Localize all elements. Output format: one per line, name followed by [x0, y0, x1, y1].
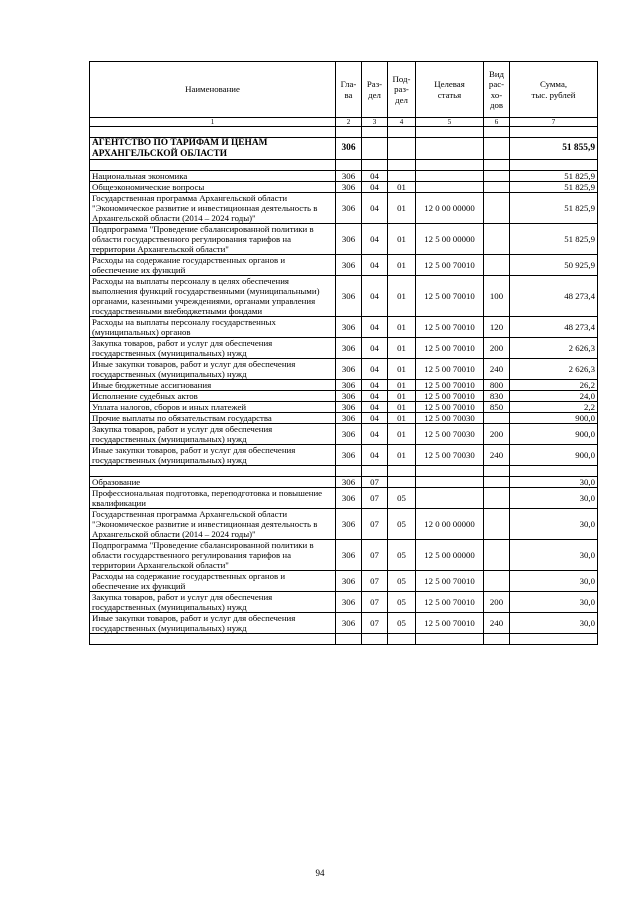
cell-name: Закупка товаров, работ и услуг для обеспечения государственных (муниципальных) нужд — [90, 592, 336, 613]
cell-ch: 306 — [336, 138, 362, 160]
cell-vr: 240 — [484, 445, 510, 466]
table-row — [90, 613, 598, 634]
cell-sum: 24,0 — [510, 391, 598, 402]
cell-ch: 306 — [336, 276, 362, 317]
column-number: 7 — [510, 118, 598, 127]
cell-ch: 306 — [336, 424, 362, 445]
empty-cell — [510, 466, 598, 477]
empty-cell — [90, 127, 336, 138]
cell-ch: 306 — [336, 592, 362, 613]
cell-ch: 306 — [336, 193, 362, 224]
table-body — [90, 127, 598, 645]
cell-pr — [388, 171, 416, 182]
empty-cell — [416, 634, 484, 645]
cell-ch: 306 — [336, 317, 362, 338]
cell-pr: 01 — [388, 402, 416, 413]
cell-name: Расходы на содержание государственных органов и обеспечение их функций — [90, 571, 336, 592]
cell-ch: 306 — [336, 359, 362, 380]
table-row — [90, 338, 598, 359]
cell-sum: 51 825,9 — [510, 193, 598, 224]
table-row — [90, 138, 598, 160]
cell-name: Государственная программа Архангельской области "Экономическое развитие и инвестиционная деятельность в Архангельской области (2014 – 2024 годы)" — [90, 509, 336, 540]
cell-name: Иные бюджетные ассигнования — [90, 380, 336, 391]
cell-tg: 12 5 00 70010 — [416, 592, 484, 613]
cell-tg: 12 5 00 70010 — [416, 317, 484, 338]
cell-pr: 01 — [388, 380, 416, 391]
cell-ch: 306 — [336, 380, 362, 391]
cell-ch: 306 — [336, 224, 362, 255]
cell-tg — [416, 477, 484, 488]
cell-tg: 12 5 00 70030 — [416, 445, 484, 466]
cell-name: Государственная программа Архангельской области "Экономическое развитие и инвестиционная деятельность в Архангельской области (2014 – 2024 годы)" — [90, 193, 336, 224]
cell-sum: 30,0 — [510, 488, 598, 509]
cell-tg: 12 5 00 70010 — [416, 380, 484, 391]
cell-sum: 51 825,9 — [510, 224, 598, 255]
cell-vr: 200 — [484, 338, 510, 359]
cell-sum: 48 273,4 — [510, 317, 598, 338]
cell-name: Образование — [90, 477, 336, 488]
cell-sum: 30,0 — [510, 592, 598, 613]
cell-name: Расходы на содержание государственных органов и обеспечение их функций — [90, 255, 336, 276]
column-number: 3 — [362, 118, 388, 127]
empty-cell — [388, 466, 416, 477]
cell-sum: 51 855,9 — [510, 138, 598, 160]
cell-vr — [484, 540, 510, 571]
cell-rz: 07 — [362, 592, 388, 613]
cell-name: Закупка товаров, работ и услуг для обеспечения государственных (муниципальных) нужд — [90, 338, 336, 359]
cell-sum: 26,2 — [510, 380, 598, 391]
cell-pr — [388, 477, 416, 488]
cell-vr — [484, 255, 510, 276]
cell-rz: 04 — [362, 424, 388, 445]
table-row — [90, 424, 598, 445]
table-row — [90, 171, 598, 182]
blank-row — [90, 466, 598, 477]
cell-vr — [484, 477, 510, 488]
cell-vr — [484, 171, 510, 182]
table-row — [90, 193, 598, 224]
cell-pr: 01 — [388, 255, 416, 276]
empty-cell — [362, 466, 388, 477]
cell-tg: 12 5 00 00000 — [416, 540, 484, 571]
header-sum: Сумма, тыс. рублей — [510, 62, 598, 118]
cell-rz — [362, 138, 388, 160]
cell-sum: 30,0 — [510, 540, 598, 571]
empty-cell — [510, 127, 598, 138]
cell-tg: 12 5 00 70010 — [416, 571, 484, 592]
header-exp-type: Вид рас- хо- дов — [484, 62, 510, 118]
cell-sum: 2 626,3 — [510, 338, 598, 359]
table-row — [90, 509, 598, 540]
cell-name: Расходы на выплаты персоналу государственных (муниципальных) органов — [90, 317, 336, 338]
cell-rz: 04 — [362, 445, 388, 466]
cell-pr: 05 — [388, 540, 416, 571]
column-number: 4 — [388, 118, 416, 127]
cell-pr: 01 — [388, 182, 416, 193]
column-number: 2 — [336, 118, 362, 127]
empty-cell — [388, 634, 416, 645]
cell-rz: 04 — [362, 276, 388, 317]
cell-vr: 800 — [484, 380, 510, 391]
empty-cell — [484, 466, 510, 477]
table-row — [90, 402, 598, 413]
empty-cell — [416, 127, 484, 138]
cell-vr — [484, 138, 510, 160]
blank-row — [90, 127, 598, 138]
cell-vr: 120 — [484, 317, 510, 338]
header-chapter: Гла- ва — [336, 62, 362, 118]
cell-vr: 850 — [484, 402, 510, 413]
column-number: 6 — [484, 118, 510, 127]
cell-ch: 306 — [336, 488, 362, 509]
cell-name: Национальная экономика — [90, 171, 336, 182]
cell-pr: 01 — [388, 391, 416, 402]
cell-tg — [416, 138, 484, 160]
cell-name: Профессиональная подготовка, переподготовка и повышение квалификации — [90, 488, 336, 509]
header-target: Целевая статья — [416, 62, 484, 118]
empty-cell — [336, 466, 362, 477]
cell-vr — [484, 413, 510, 424]
cell-name: Общеэкономические вопросы — [90, 182, 336, 193]
cell-tg: 12 5 00 70010 — [416, 391, 484, 402]
cell-name: АГЕНТСТВО ПО ТАРИФАМ И ЦЕНАМ АРХАНГЕЛЬСКОЙ ОБЛАСТИ — [90, 138, 336, 160]
table-row — [90, 276, 598, 317]
empty-cell — [362, 160, 388, 171]
cell-ch: 306 — [336, 171, 362, 182]
cell-vr: 200 — [484, 592, 510, 613]
cell-rz: 07 — [362, 571, 388, 592]
cell-ch: 306 — [336, 182, 362, 193]
cell-vr — [484, 488, 510, 509]
cell-rz: 07 — [362, 509, 388, 540]
empty-cell — [388, 127, 416, 138]
header-section: Раз- дел — [362, 62, 388, 118]
cell-ch: 306 — [336, 255, 362, 276]
cell-rz: 04 — [362, 224, 388, 255]
empty-cell — [510, 160, 598, 171]
column-numbers-row — [90, 118, 598, 127]
cell-ch: 306 — [336, 509, 362, 540]
page-number: 94 — [315, 868, 325, 878]
cell-tg: 12 5 00 70010 — [416, 402, 484, 413]
table-row — [90, 445, 598, 466]
column-number: 5 — [416, 118, 484, 127]
cell-tg: 12 5 00 70010 — [416, 338, 484, 359]
cell-pr — [388, 138, 416, 160]
cell-rz: 04 — [362, 255, 388, 276]
empty-cell — [416, 160, 484, 171]
cell-rz: 04 — [362, 359, 388, 380]
cell-tg: 12 5 00 70030 — [416, 424, 484, 445]
cell-name: Расходы на выплаты персоналу в целях обеспечения выполнения функций государственными (муниципальными) органами, казенными учреждениями, органами управления государственными внебюджетными фондами — [90, 276, 336, 317]
cell-ch: 306 — [336, 445, 362, 466]
cell-vr — [484, 182, 510, 193]
cell-tg — [416, 171, 484, 182]
empty-cell — [90, 466, 336, 477]
cell-sum: 2,2 — [510, 402, 598, 413]
empty-cell — [362, 127, 388, 138]
cell-pr: 01 — [388, 338, 416, 359]
empty-cell — [90, 160, 336, 171]
cell-rz: 07 — [362, 477, 388, 488]
cell-tg: 12 5 00 70030 — [416, 413, 484, 424]
blank-row — [90, 160, 598, 171]
table-row — [90, 182, 598, 193]
cell-name: Исполнение судебных актов — [90, 391, 336, 402]
cell-ch: 306 — [336, 540, 362, 571]
cell-name: Подпрограмма "Проведение сбалансированной политики в области государственного регулирования тарифов на территории Архангельской области" — [90, 224, 336, 255]
cell-rz: 04 — [362, 193, 388, 224]
cell-pr: 01 — [388, 317, 416, 338]
table-row — [90, 540, 598, 571]
cell-sum: 900,0 — [510, 413, 598, 424]
empty-cell — [484, 634, 510, 645]
cell-rz: 04 — [362, 413, 388, 424]
cell-tg: 12 5 00 00000 — [416, 224, 484, 255]
cell-tg — [416, 488, 484, 509]
header-row — [90, 62, 598, 118]
cell-ch: 306 — [336, 477, 362, 488]
table-row — [90, 488, 598, 509]
table-row — [90, 255, 598, 276]
cell-rz: 04 — [362, 380, 388, 391]
cell-sum: 48 273,4 — [510, 276, 598, 317]
cell-vr: 240 — [484, 359, 510, 380]
cell-pr: 05 — [388, 613, 416, 634]
cell-vr: 100 — [484, 276, 510, 317]
cell-vr: 200 — [484, 424, 510, 445]
cell-sum: 51 825,9 — [510, 171, 598, 182]
cell-sum: 30,0 — [510, 509, 598, 540]
cell-vr: 240 — [484, 613, 510, 634]
cell-name: Иные закупки товаров, работ и услуг для обеспечения государственных (муниципальных) нужд — [90, 359, 336, 380]
cell-tg: 12 5 00 70010 — [416, 359, 484, 380]
cell-pr: 01 — [388, 424, 416, 445]
empty-cell — [90, 634, 336, 645]
table-row — [90, 359, 598, 380]
cell-sum: 900,0 — [510, 424, 598, 445]
table-row — [90, 413, 598, 424]
cell-rz: 04 — [362, 391, 388, 402]
empty-cell — [484, 160, 510, 171]
cell-ch: 306 — [336, 571, 362, 592]
header-subsection: Под- раз- дел — [388, 62, 416, 118]
cell-sum: 50 925,9 — [510, 255, 598, 276]
cell-name: Закупка товаров, работ и услуг для обеспечения государственных (муниципальных) нужд — [90, 424, 336, 445]
cell-ch: 306 — [336, 338, 362, 359]
cell-vr: 830 — [484, 391, 510, 402]
cell-rz: 04 — [362, 402, 388, 413]
cell-name: Прочие выплаты по обязательствам государства — [90, 413, 336, 424]
empty-cell — [336, 127, 362, 138]
empty-cell — [510, 634, 598, 645]
cell-tg: 12 5 00 70010 — [416, 276, 484, 317]
cell-vr — [484, 224, 510, 255]
cell-rz: 04 — [362, 317, 388, 338]
cell-name: Уплата налогов, сборов и иных платежей — [90, 402, 336, 413]
cell-name: Иные закупки товаров, работ и услуг для обеспечения государственных (муниципальных) нужд — [90, 613, 336, 634]
cell-pr: 05 — [388, 509, 416, 540]
empty-cell — [416, 466, 484, 477]
cell-pr: 01 — [388, 193, 416, 224]
cell-sum: 2 626,3 — [510, 359, 598, 380]
blank-row — [90, 634, 598, 645]
cell-pr: 01 — [388, 413, 416, 424]
cell-rz: 07 — [362, 613, 388, 634]
table-row — [90, 571, 598, 592]
cell-pr: 05 — [388, 592, 416, 613]
cell-pr: 05 — [388, 488, 416, 509]
cell-sum: 900,0 — [510, 445, 598, 466]
empty-cell — [484, 127, 510, 138]
cell-rz: 04 — [362, 338, 388, 359]
cell-sum: 30,0 — [510, 613, 598, 634]
cell-tg: 12 5 00 70010 — [416, 613, 484, 634]
cell-ch: 306 — [336, 391, 362, 402]
cell-ch: 306 — [336, 402, 362, 413]
table-row — [90, 477, 598, 488]
cell-pr: 01 — [388, 445, 416, 466]
table-row — [90, 317, 598, 338]
empty-cell — [336, 634, 362, 645]
cell-sum: 30,0 — [510, 571, 598, 592]
table-row — [90, 224, 598, 255]
table-row — [90, 391, 598, 402]
cell-pr: 01 — [388, 276, 416, 317]
cell-rz: 04 — [362, 171, 388, 182]
cell-rz: 04 — [362, 182, 388, 193]
table-row — [90, 592, 598, 613]
header-name: Наименование — [90, 62, 336, 118]
empty-cell — [388, 160, 416, 171]
column-number: 1 — [90, 118, 336, 127]
cell-vr — [484, 509, 510, 540]
empty-cell — [362, 634, 388, 645]
budget-table — [89, 61, 598, 645]
cell-pr: 05 — [388, 571, 416, 592]
cell-name: Иные закупки товаров, работ и услуг для обеспечения государственных (муниципальных) нужд — [90, 445, 336, 466]
cell-pr: 01 — [388, 359, 416, 380]
table-row — [90, 380, 598, 391]
cell-tg: 12 0 00 00000 — [416, 193, 484, 224]
cell-name: Подпрограмма "Проведение сбалансированной политики в области государственного регулирования тарифов на территории Архангельской области" — [90, 540, 336, 571]
cell-sum: 51 825,9 — [510, 182, 598, 193]
cell-pr: 01 — [388, 224, 416, 255]
cell-tg — [416, 182, 484, 193]
cell-ch: 306 — [336, 413, 362, 424]
cell-sum: 30,0 — [510, 477, 598, 488]
cell-vr — [484, 571, 510, 592]
cell-ch: 306 — [336, 613, 362, 634]
cell-rz: 07 — [362, 488, 388, 509]
cell-tg: 12 0 00 00000 — [416, 509, 484, 540]
empty-cell — [336, 160, 362, 171]
cell-vr — [484, 193, 510, 224]
cell-rz: 07 — [362, 540, 388, 571]
cell-tg: 12 5 00 70010 — [416, 255, 484, 276]
